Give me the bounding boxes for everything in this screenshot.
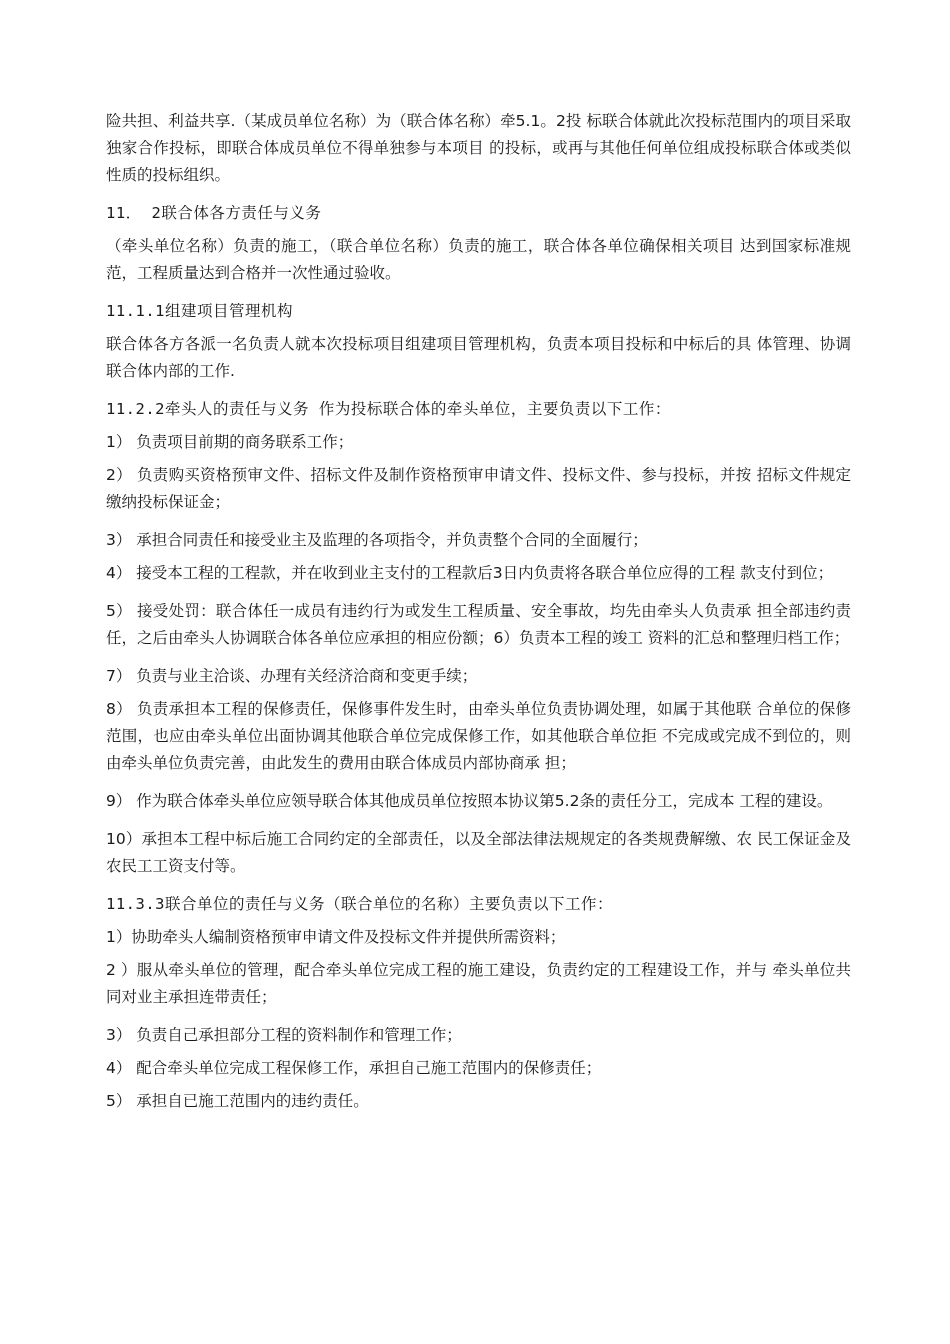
- list-item-lead-5: 5） 接受处罚：联合体任一成员有违约行为或发生工程质量、安全事故，均先由牵头人负责承 担全部违约责任，之后由牵头人协调联合体各单位应承担的相应份额；6）负责本工程的竣工 资料的汇总和整理归档工作；: [106, 602, 851, 647]
- list-item-lead-10: 10）承担本工程中标后施工合同约定的全部责任，以及全部法律法规规定的各类规费解缴、农 民工保证金及农民工工资支付等。: [106, 830, 851, 875]
- list-item-lead-9: 9） 作为联合体牵头单位应领导联合体其他成员单位按照本协议第5.2条的责任分工，完成本 工程的建设。: [106, 792, 833, 810]
- list-item-lead-1: 1） 负责项目前期的商务联系工作；: [106, 433, 354, 451]
- paragraph-responsibility-split: （牵头单位名称）负责的施工，（联合单位名称）负责的施工，联合体各单位确保相关项目 达到国家标准规范，工程质量达到合格并一次性通过验收。: [106, 237, 851, 282]
- heading-11-2-2: 11.2.2牵头人的责任与义务 作为投标联合体的牵头单位，主要负责以下工作：: [106, 400, 671, 418]
- paragraph-joint-bidding: 险共担、利益共享.（某成员单位名称）为（联合体名称）牵5.1。2投 标联合体就此次投标范围内的项目采取独家合作投标，即联合体成员单位不得单独参与本项目 的投标，或再与其他任何单位组成投标联合体或类似性质的投标组织。: [106, 112, 851, 184]
- list-item-lead-2: 2） 负责购买资格预审文件、招标文件及制作资格预审申请文件、投标文件、参与投标，并按 招标文件规定缴纳投标保证金；: [106, 466, 851, 511]
- list-item-member-2: 2 ）服从牵头单位的管理，配合牵头单位完成工程的施工建设，负责约定的工程建设工作，并与 牵头单位共同对业主承担连带责任；: [106, 961, 851, 1006]
- paragraph-management-body: 联合体各方各派一名负责人就本次投标项目组建项目管理机构，负责本项目投标和中标后的具 体管理、协调联合体内部的工作.: [106, 335, 851, 380]
- list-item-member-4: 4） 配合牵头单位完成工程保修工作，承担自己施工范围内的保修责任；: [106, 1059, 602, 1077]
- list-item-lead-8: 8） 负责承担本工程的保修责任，保修事件发生时，由牵头单位负责协调处理，如属于其他联 合单位的保修范围，也应由牵头单位出面协调其他联合单位完成保修工作，如其他联合单位拒 不完成或完成不到位的，则由牵头单位负责完善，由此发生的费用由联合体成员内部协商承 担；: [106, 700, 851, 772]
- list-item-lead-7: 7） 负责与业主洽谈、办理有关经济洽商和变更手续；: [106, 667, 478, 685]
- list-item-lead-3: 3） 承担合同责任和接受业主及监理的各项指令，并负责整个合同的全面履行；: [106, 531, 648, 549]
- list-item-lead-4: 4） 接受本工程的工程款，并在收到业主支付的工程款后3日内负责将各联合单位应得的工程 款支付到位；: [106, 564, 834, 582]
- list-item-member-3: 3） 负责自己承担部分工程的资料制作和管理工作；: [106, 1026, 462, 1044]
- document-page: [106, 108, 851, 1121]
- list-item-member-1: 1）协助牵头人编制资格预审申请文件及投标文件并提供所需资料；: [106, 928, 566, 946]
- heading-11-1-1: 11.1.1组建项目管理机构: [106, 302, 293, 320]
- list-item-member-5: 5） 承担自已施工范围内的违约责任。: [106, 1092, 369, 1110]
- heading-11-2: 11． 2联合体各方责任与义务: [106, 204, 322, 222]
- heading-11-3-3: 11.3.3联合单位的责任与义务（联合单位的名称）主要负责以下工作：: [106, 895, 613, 913]
